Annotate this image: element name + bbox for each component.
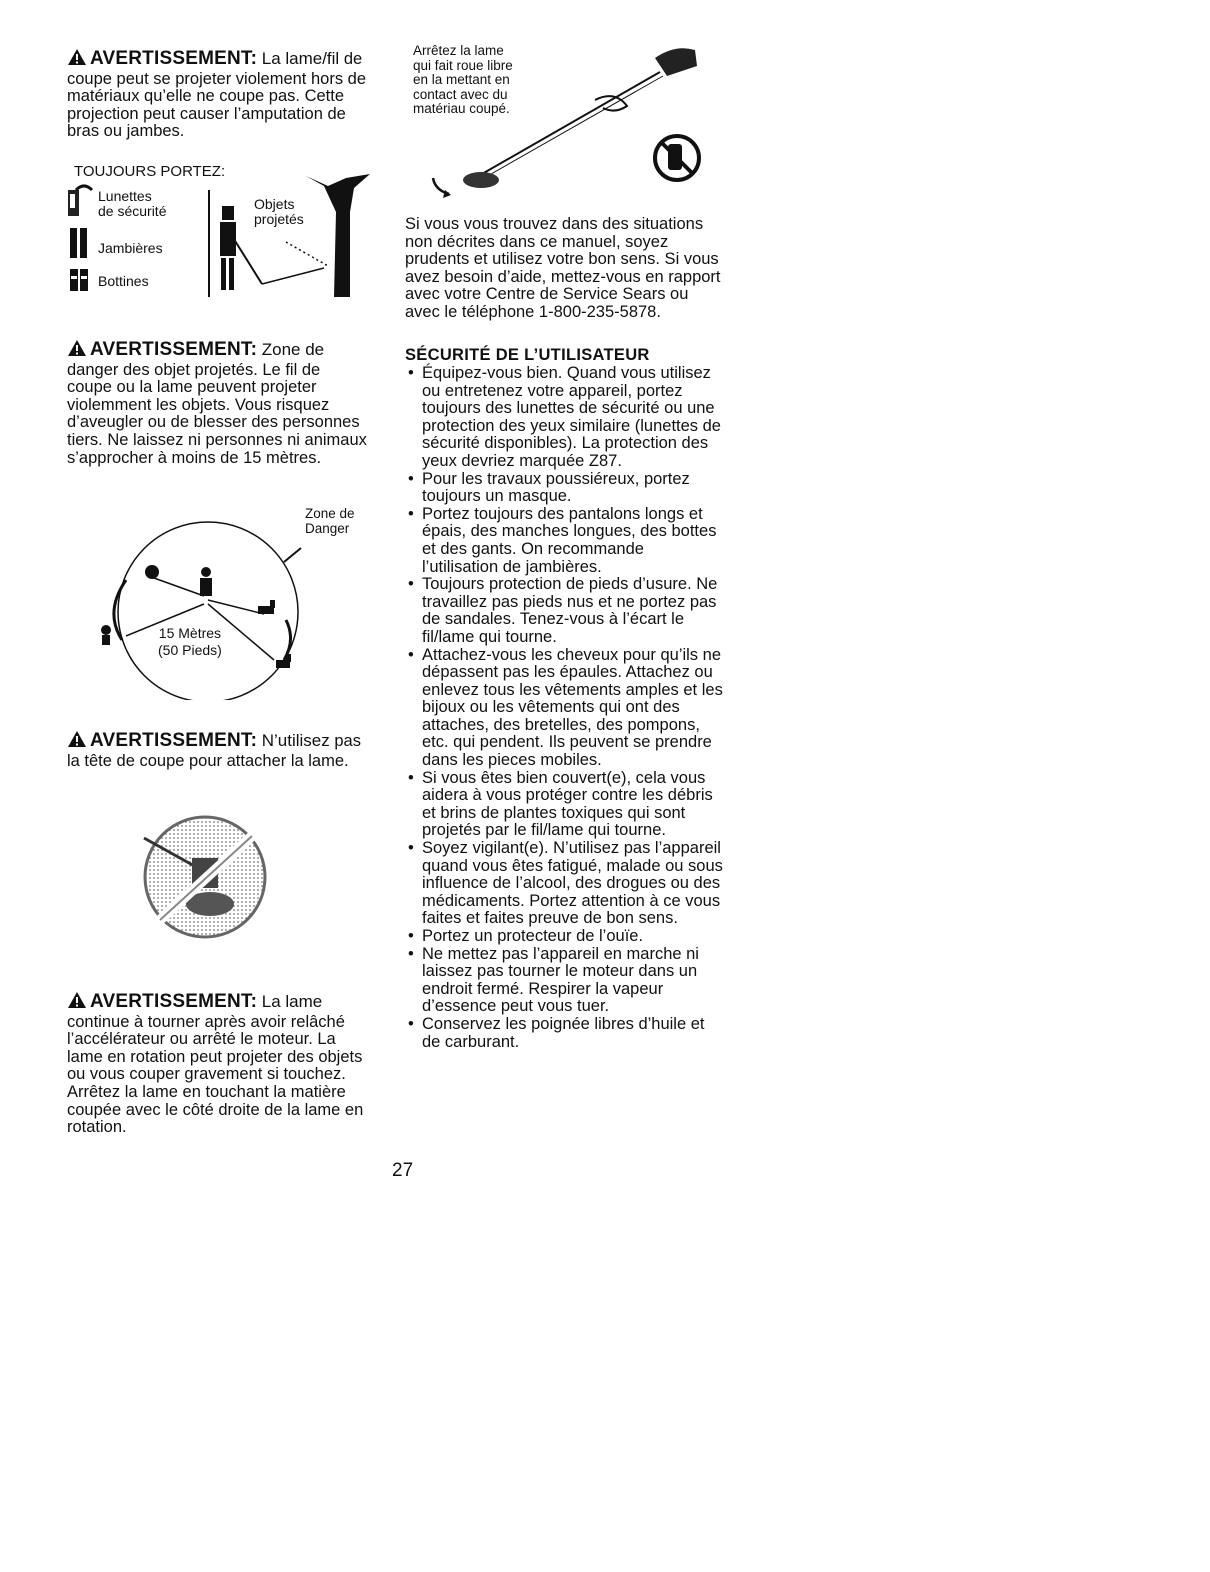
safety-bullets xyxy=(405,365,723,1051)
warning-heading: AVERTISSEMENT: xyxy=(90,339,258,360)
trimmer-illustration xyxy=(405,30,720,205)
list-item: • Soyez vigilant(e). N’utilisez pas l’appareil quand vous êtes fatigué, malade ou sous influence de l’alcool, des drogues ou des médicaments. Portez attention à ce vous faites et faites preuve de bon sens. xyxy=(405,840,723,928)
dog-figure xyxy=(258,600,275,614)
objects-projected-label: Objets projetés xyxy=(254,196,304,227)
zone-danger-label: Zone de Danger xyxy=(305,506,355,536)
warning-lead: N’utilisez xyxy=(261,731,330,750)
no-hands-icon xyxy=(655,136,699,180)
list-item: • Portez un protecteur de l’ouïe. xyxy=(405,928,723,946)
warning-text: danger des objet projetés. Le fil de coupe ou la lame peuvent projeter violemment les objets. Vous risquez d’aveugler ou de blesser des personnes tiers. Ne laissez ni personnes ni animaux s’approcher à moins de 15 mètres. xyxy=(67,360,367,467)
list-item: • Pour les travaux poussiéreux, portez toujours un masque. xyxy=(405,471,723,506)
ppe-title: TOUJOURS PORTEZ: xyxy=(74,163,226,180)
leggings-icon xyxy=(70,228,87,258)
list-item: • Si vous êtes bien couvert(e), cela vous aidera à vous protéger contre les débris et brins de plantes toxiques qui sont projetés par le fil/lame qui tourne. xyxy=(405,770,723,840)
warning-triangle-icon xyxy=(67,339,87,362)
ppe-item-glasses: Lunettes de sécurité xyxy=(98,188,167,219)
list-item: • Portez toujours des pantalons longs et épais, des manches longues, des bottes et des gants. On recommande l’utilisation de jambières. xyxy=(405,506,723,576)
warning-lead: Zone de xyxy=(261,340,325,359)
warning-heading: AVERTISSEMENT: xyxy=(90,730,258,751)
distance-label: 15 Mètres (50 Pieds) xyxy=(158,625,222,658)
operator-figure xyxy=(200,567,212,596)
ppe-item-leggings: Jambières xyxy=(98,240,163,256)
warning-cutting-head xyxy=(67,730,367,770)
warning-heading: AVERTISSEMENT: xyxy=(90,48,258,69)
warning-text: continue à tourner après avoir relâché l’accélérateur ou arrêté le moteur. La lame en rotation peut projeter des objets ou vous couper gravement si touchez. Arrêtez la lame en touchant la matière coupée avec le côté droite de la lame en rotation. xyxy=(67,1012,364,1137)
warning-blade-continues xyxy=(67,991,367,1137)
warning-blade-projection xyxy=(67,48,367,141)
list-item: • Attachez-vous les cheveux pour qu’ils ne dépassent pas les épaules. Attachez ou enlevez tous les vêtements amples et les bijoux ou les vêtements qui ont des attaches, des bretelles, des pompons, etc. qui pendent. Ils peuvent se prendre dans les pieces mobiles. xyxy=(405,647,723,770)
warning-text: pas la tête de coupe pour attacher la lame. xyxy=(67,732,361,770)
blade-stop-caption: Arrêtez la lame qui fait roue libre en la mettant en contact avec du matériau coupé. xyxy=(413,43,513,116)
list-item: • Toujours protection de pieds d’usure. Ne travaillez pas pieds nus et ne portez pas de sandales. Tenez-vous à l’écart le fil/lame qui tourne. xyxy=(405,576,723,646)
bullet-list xyxy=(405,365,723,1051)
warning-text: de coupe peut se projeter violement hors de matériaux qu’elle ne coupe pas. Cette projection peut causer l’amputation de bras ou jambes. xyxy=(67,50,367,141)
page-number: 27 xyxy=(392,1160,414,1181)
warning-heading: AVERTISSEMENT: xyxy=(90,991,258,1012)
tree-figure xyxy=(306,174,370,297)
warning-triangle-icon xyxy=(67,48,87,71)
trimmer-figure xyxy=(433,48,697,198)
list-item: • Conservez les poignée libres d’huile et de carburant. xyxy=(405,1016,723,1051)
safety-glasses-icon xyxy=(68,186,92,216)
ppe-item-boots: Bottines xyxy=(98,273,149,289)
list-item: • Équipez-vous bien. Quand vous utilisez ou entretenez votre appareil, portez toujours des lunettes de sécurité ou une protection des yeux similaire (lunettes de sécurité disponibles). La protection des yeux devriez marquée Z87. xyxy=(405,365,723,471)
warning-triangle-icon xyxy=(67,991,87,1014)
prohibited-cutting-head-figure xyxy=(140,808,270,946)
warning-lead: La lame xyxy=(261,992,323,1011)
child-figure xyxy=(101,625,111,645)
right-intro: Si vous vous trouvez dans des situations non décrites dans ce manuel, soyez prudents et utilisez votre bon sens. Si vous avez besoin d’aide, mettez-vous en rapport avec votre Centre de Service Sears ou avec le téléphone 1-800-235-5878. xyxy=(405,215,721,321)
person-figure xyxy=(145,565,159,579)
section-title: SÉCURITÉ DE L’UTILISATEUR xyxy=(405,346,650,364)
list-item: • Ne mettez pas l’appareil en marche ni laissez pas tourner le moteur dans un endroit fermé. Respirer la vapeur d’essence peut vous tuer. xyxy=(405,946,723,1016)
warning-danger-zone xyxy=(67,339,367,467)
boots-icon xyxy=(70,269,88,291)
dog-figure xyxy=(276,654,291,668)
warning-lead: La lame/fil xyxy=(261,49,340,68)
warning-triangle-icon xyxy=(67,730,87,753)
